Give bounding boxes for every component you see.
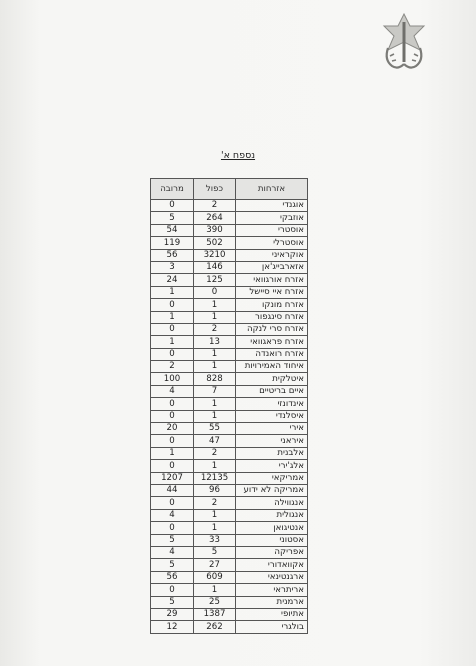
cell-dual: 390: [194, 224, 236, 236]
cell-dual: 55: [194, 423, 236, 435]
cell-multiple: 3: [151, 261, 194, 273]
cell-dual: 1: [194, 460, 236, 472]
appendix-heading: נספח א': [220, 150, 256, 161]
cell-dual: 27: [194, 559, 236, 571]
table-row: [151, 348, 308, 360]
table-row: [151, 596, 308, 608]
table-row: [151, 361, 308, 373]
table-row: [151, 522, 308, 534]
cell-citizenship: אריתראי: [236, 584, 308, 596]
cell-citizenship: אירי: [236, 423, 308, 435]
table-row: [151, 249, 308, 261]
citizenship-table: [150, 178, 308, 634]
cell-multiple: 100: [151, 373, 194, 385]
table-row: [151, 546, 308, 558]
cell-citizenship: אנטיגואן: [236, 522, 308, 534]
table-row: [151, 435, 308, 447]
header-dual: כפול: [194, 179, 236, 200]
cell-multiple: 2: [151, 361, 194, 373]
cell-multiple: 0: [151, 299, 194, 311]
table-body: [151, 200, 308, 634]
cell-multiple: 1: [151, 311, 194, 323]
cell-multiple: 5: [151, 212, 194, 224]
cell-multiple: 29: [151, 608, 194, 620]
table-row: [151, 224, 308, 236]
table-row: [151, 472, 308, 484]
table-row: [151, 509, 308, 521]
cell-dual: 2: [194, 447, 236, 459]
cell-multiple: 5: [151, 534, 194, 546]
cell-dual: 1: [194, 584, 236, 596]
cell-citizenship: איים בריטיים: [236, 385, 308, 397]
cell-citizenship: אינדונזי: [236, 398, 308, 410]
table-row: [151, 212, 308, 224]
cell-citizenship: אמריקאי: [236, 472, 308, 484]
cell-multiple: 1: [151, 336, 194, 348]
table-row: [151, 608, 308, 620]
cell-citizenship: אזרח פראגוואי: [236, 336, 308, 348]
table-row: [151, 398, 308, 410]
cell-dual: 47: [194, 435, 236, 447]
cell-multiple: 0: [151, 584, 194, 596]
cell-citizenship: אוקראיני: [236, 249, 308, 261]
cell-citizenship: אזרח רואנדה: [236, 348, 308, 360]
cell-multiple: 4: [151, 509, 194, 521]
cell-multiple: 56: [151, 571, 194, 583]
cell-multiple: 0: [151, 348, 194, 360]
cell-dual: 262: [194, 621, 236, 633]
cell-dual: 96: [194, 484, 236, 496]
cell-multiple: 0: [151, 522, 194, 534]
header-multiple: מרובה: [151, 179, 194, 200]
cell-dual: 828: [194, 373, 236, 385]
table-row: [151, 323, 308, 335]
cell-citizenship: ארגנטינאי: [236, 571, 308, 583]
cell-dual: 7: [194, 385, 236, 397]
table-row: [151, 571, 308, 583]
cell-dual: 125: [194, 274, 236, 286]
table-row: [151, 274, 308, 286]
cell-dual: 1: [194, 311, 236, 323]
cell-dual: 12135: [194, 472, 236, 484]
cell-dual: 1: [194, 299, 236, 311]
table-row: [151, 559, 308, 571]
cell-dual: 0: [194, 286, 236, 298]
cell-citizenship: אוסטרלי: [236, 237, 308, 249]
cell-multiple: 1207: [151, 472, 194, 484]
cell-dual: 2: [194, 497, 236, 509]
table-row: [151, 373, 308, 385]
cell-multiple: 1: [151, 286, 194, 298]
cell-multiple: 12: [151, 621, 194, 633]
cell-multiple: 0: [151, 497, 194, 509]
cell-multiple: 1: [151, 447, 194, 459]
cell-multiple: 0: [151, 323, 194, 335]
cell-dual: 1: [194, 410, 236, 422]
table-row: [151, 385, 308, 397]
table-row: [151, 584, 308, 596]
cell-dual: 1: [194, 398, 236, 410]
cell-citizenship: אזרח אורגוואי: [236, 274, 308, 286]
cell-dual: 1: [194, 348, 236, 360]
cell-multiple: 20: [151, 423, 194, 435]
table-row: [151, 534, 308, 546]
cell-citizenship: ארמנית: [236, 596, 308, 608]
cell-dual: 1: [194, 509, 236, 521]
table-row: [151, 410, 308, 422]
idf-emblem-icon: [376, 12, 432, 74]
cell-citizenship: איסלנדי: [236, 410, 308, 422]
table-row: [151, 336, 308, 348]
table-row: [151, 311, 308, 323]
cell-citizenship: אוגנדי: [236, 200, 308, 212]
table-row: [151, 261, 308, 273]
cell-multiple: 4: [151, 546, 194, 558]
table-row: [151, 286, 308, 298]
table-row: [151, 447, 308, 459]
cell-dual: 146: [194, 261, 236, 273]
header-citizenship: אזרחות: [236, 179, 308, 200]
table-row: [151, 299, 308, 311]
cell-multiple: 44: [151, 484, 194, 496]
cell-multiple: 24: [151, 274, 194, 286]
cell-multiple: 0: [151, 398, 194, 410]
cell-dual: 1: [194, 522, 236, 534]
cell-citizenship: אקוואדורי: [236, 559, 308, 571]
cell-citizenship: אנגווילה: [236, 497, 308, 509]
table-row: [151, 621, 308, 633]
cell-citizenship: איטלקית: [236, 373, 308, 385]
cell-citizenship: אזרח סינגפור: [236, 311, 308, 323]
cell-multiple: 5: [151, 596, 194, 608]
table-row: [151, 484, 308, 496]
cell-citizenship: אוסטרי: [236, 224, 308, 236]
cell-multiple: 0: [151, 200, 194, 212]
cell-multiple: 0: [151, 435, 194, 447]
cell-multiple: 4: [151, 385, 194, 397]
cell-citizenship: אזרח מונקו: [236, 299, 308, 311]
cell-citizenship: איראני: [236, 435, 308, 447]
cell-multiple: 0: [151, 410, 194, 422]
cell-citizenship: בולגרי: [236, 621, 308, 633]
cell-citizenship: אפריקה: [236, 546, 308, 558]
cell-citizenship: אלג'ירי: [236, 460, 308, 472]
table-row: [151, 497, 308, 509]
cell-multiple: 5: [151, 559, 194, 571]
cell-citizenship: אתיופי: [236, 608, 308, 620]
cell-dual: 5: [194, 546, 236, 558]
cell-citizenship: אסטוני: [236, 534, 308, 546]
cell-multiple: 0: [151, 460, 194, 472]
table-row: [151, 423, 308, 435]
cell-dual: 1: [194, 361, 236, 373]
cell-citizenship: איחוד האמירויות: [236, 361, 308, 373]
cell-citizenship: אזרח סרי לנקה: [236, 323, 308, 335]
cell-dual: 25: [194, 596, 236, 608]
cell-citizenship: אזארבייג'אן: [236, 261, 308, 273]
cell-dual: 2: [194, 200, 236, 212]
table-row: [151, 460, 308, 472]
cell-citizenship: אנגולית: [236, 509, 308, 521]
cell-dual: 1387: [194, 608, 236, 620]
cell-dual: 3210: [194, 249, 236, 261]
cell-citizenship: אוזבקי: [236, 212, 308, 224]
cell-dual: 264: [194, 212, 236, 224]
cell-dual: 609: [194, 571, 236, 583]
table-row: [151, 200, 308, 212]
table-header-row: [151, 179, 308, 200]
cell-citizenship: אזרח איי סיישל: [236, 286, 308, 298]
cell-citizenship: אלבנית: [236, 447, 308, 459]
cell-dual: 33: [194, 534, 236, 546]
cell-multiple: 56: [151, 249, 194, 261]
cell-citizenship: אמריקה לא ידוע: [236, 484, 308, 496]
cell-multiple: 54: [151, 224, 194, 236]
table-row: [151, 237, 308, 249]
cell-dual: 2: [194, 323, 236, 335]
cell-dual: 13: [194, 336, 236, 348]
cell-dual: 502: [194, 237, 236, 249]
cell-multiple: 119: [151, 237, 194, 249]
